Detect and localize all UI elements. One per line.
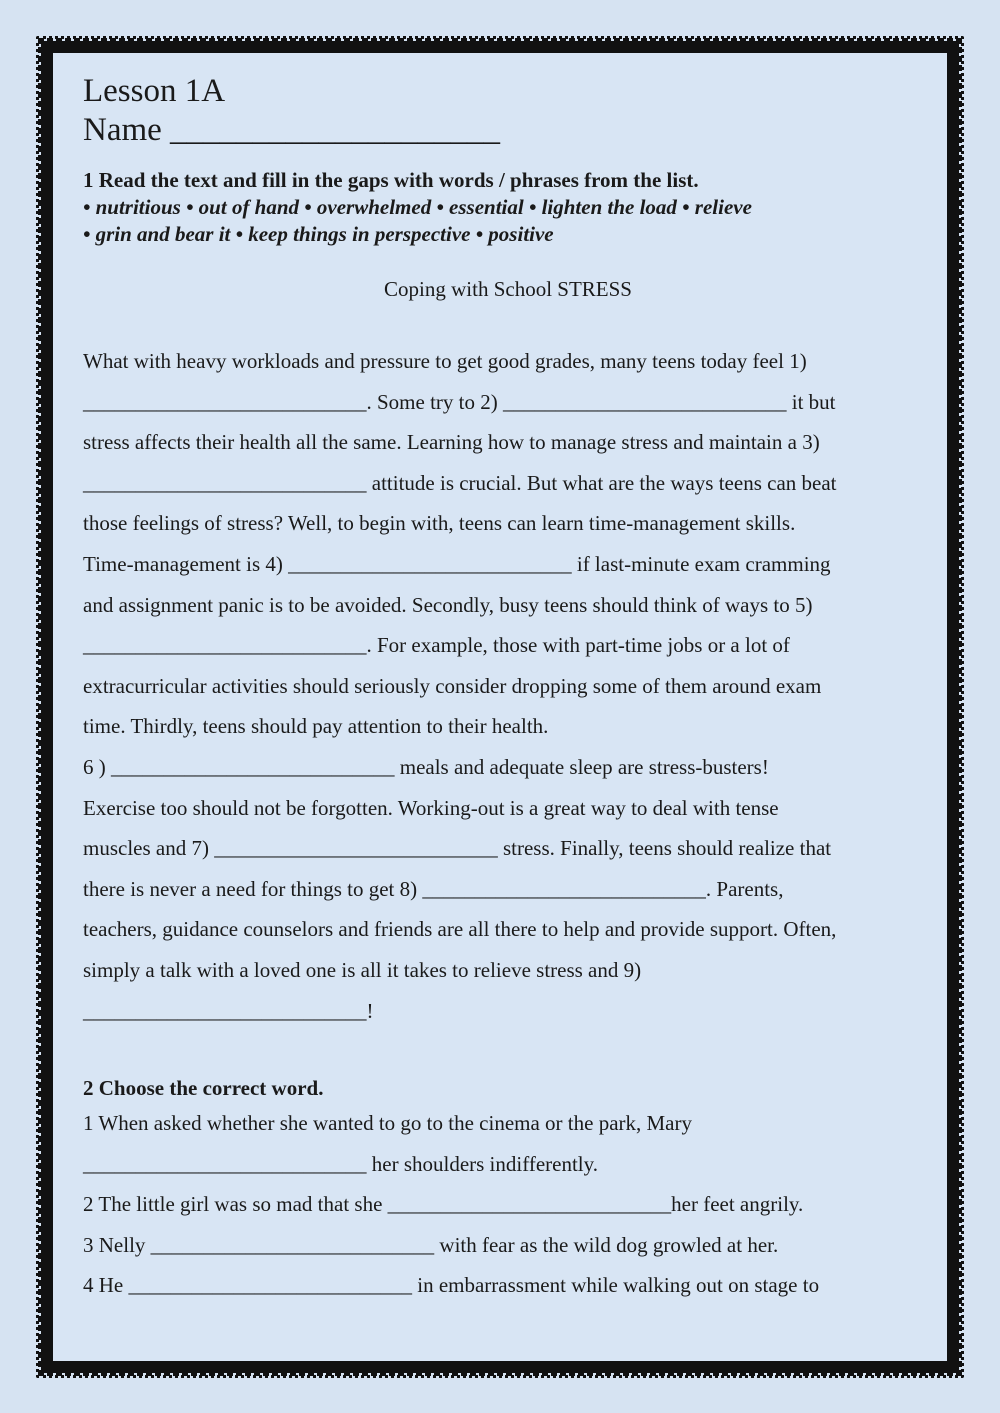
name-row <box>83 111 933 149</box>
task1-text <box>83 341 933 1031</box>
word-list-line-2: • grin and bear it • keep things in perspective • positive <box>83 222 554 246</box>
exercise-line[interactable]: ___________________________ her shoulders indifferently. <box>83 1151 599 1176</box>
text-line: Exercise too should not be forgotten. Working-out is a great way to deal with tense <box>83 795 779 820</box>
text-line[interactable]: ___________________________. For example, those with part-time jobs or a lot of <box>83 633 790 658</box>
task2-instruction: 2 Choose the correct word. <box>83 1076 324 1101</box>
text-line[interactable]: muscles and 7) ___________________________ stress. Finally, teens should realize that <box>83 836 832 861</box>
text-title: Coping with School STRESS <box>384 277 632 301</box>
text-line: What with heavy workloads and pressure to get good grades, many teens today feel 1) <box>83 349 807 373</box>
text-line: those feelings of stress? Well, to begin with, teens can learn time-management skills. <box>83 511 796 536</box>
text-line[interactable]: there is never a need for things to get 8) ___________________________. Parents, <box>83 876 784 901</box>
text-line: stress affects their health all the same. Learning how to manage stress and maintain a 3) <box>83 430 820 455</box>
text-line: simply a talk with a loved one is all it takes to relieve stress and 9) <box>83 957 642 982</box>
text-line: teachers, guidance counselors and friends are all there to help and provide support. Often, <box>83 917 837 942</box>
name-label: Name <box>83 112 162 148</box>
text-line: time. Thirdly, teens should pay attention to their health. <box>83 714 549 739</box>
exercise-line[interactable]: 4 He ___________________________ in embarrassment while walking out on stage to <box>83 1273 820 1298</box>
decorative-border <box>41 41 959 1373</box>
text-line[interactable]: Time-management is 4) ___________________________ if last-minute exam cramming <box>83 551 831 576</box>
worksheet-sheet <box>53 53 947 1361</box>
lesson-title: Lesson 1A <box>83 73 226 109</box>
task2-items <box>83 1103 933 1306</box>
exercise-line[interactable]: 2 The little girl was so mad that she ___________________________her feet angrily. <box>83 1192 804 1217</box>
text-line[interactable]: ___________________________ attitude is crucial. But what are the ways teens can beat <box>83 470 837 495</box>
worksheet-content <box>83 71 933 1306</box>
task1-instruction: 1 Read the text and fill in the gaps with words / phrases from the list. <box>83 168 699 192</box>
text-line: extracurricular activities should seriously consider dropping some of them around exam <box>83 673 822 698</box>
text-line[interactable]: ___________________________! <box>83 998 374 1023</box>
text-line[interactable]: ___________________________. Some try to 2) ___________________________ it but <box>83 389 836 414</box>
exercise-line: 1 When asked whether she wanted to go to the cinema or the park, Mary <box>83 1111 692 1136</box>
text-line: and assignment panic is to be avoided. Secondly, busy teens should think of ways to 5) <box>83 592 813 617</box>
name-blank[interactable]: ____________________ <box>170 112 501 148</box>
word-list-line-1: • nutritious • out of hand • overwhelmed • essential • lighten the load • relieve <box>83 195 752 219</box>
exercise-line[interactable]: 3 Nelly ___________________________ with fear as the wild dog growled at her. <box>83 1232 779 1257</box>
text-line[interactable]: 6 ) ___________________________ meals and adequate sleep are stress-busters! <box>83 754 769 779</box>
